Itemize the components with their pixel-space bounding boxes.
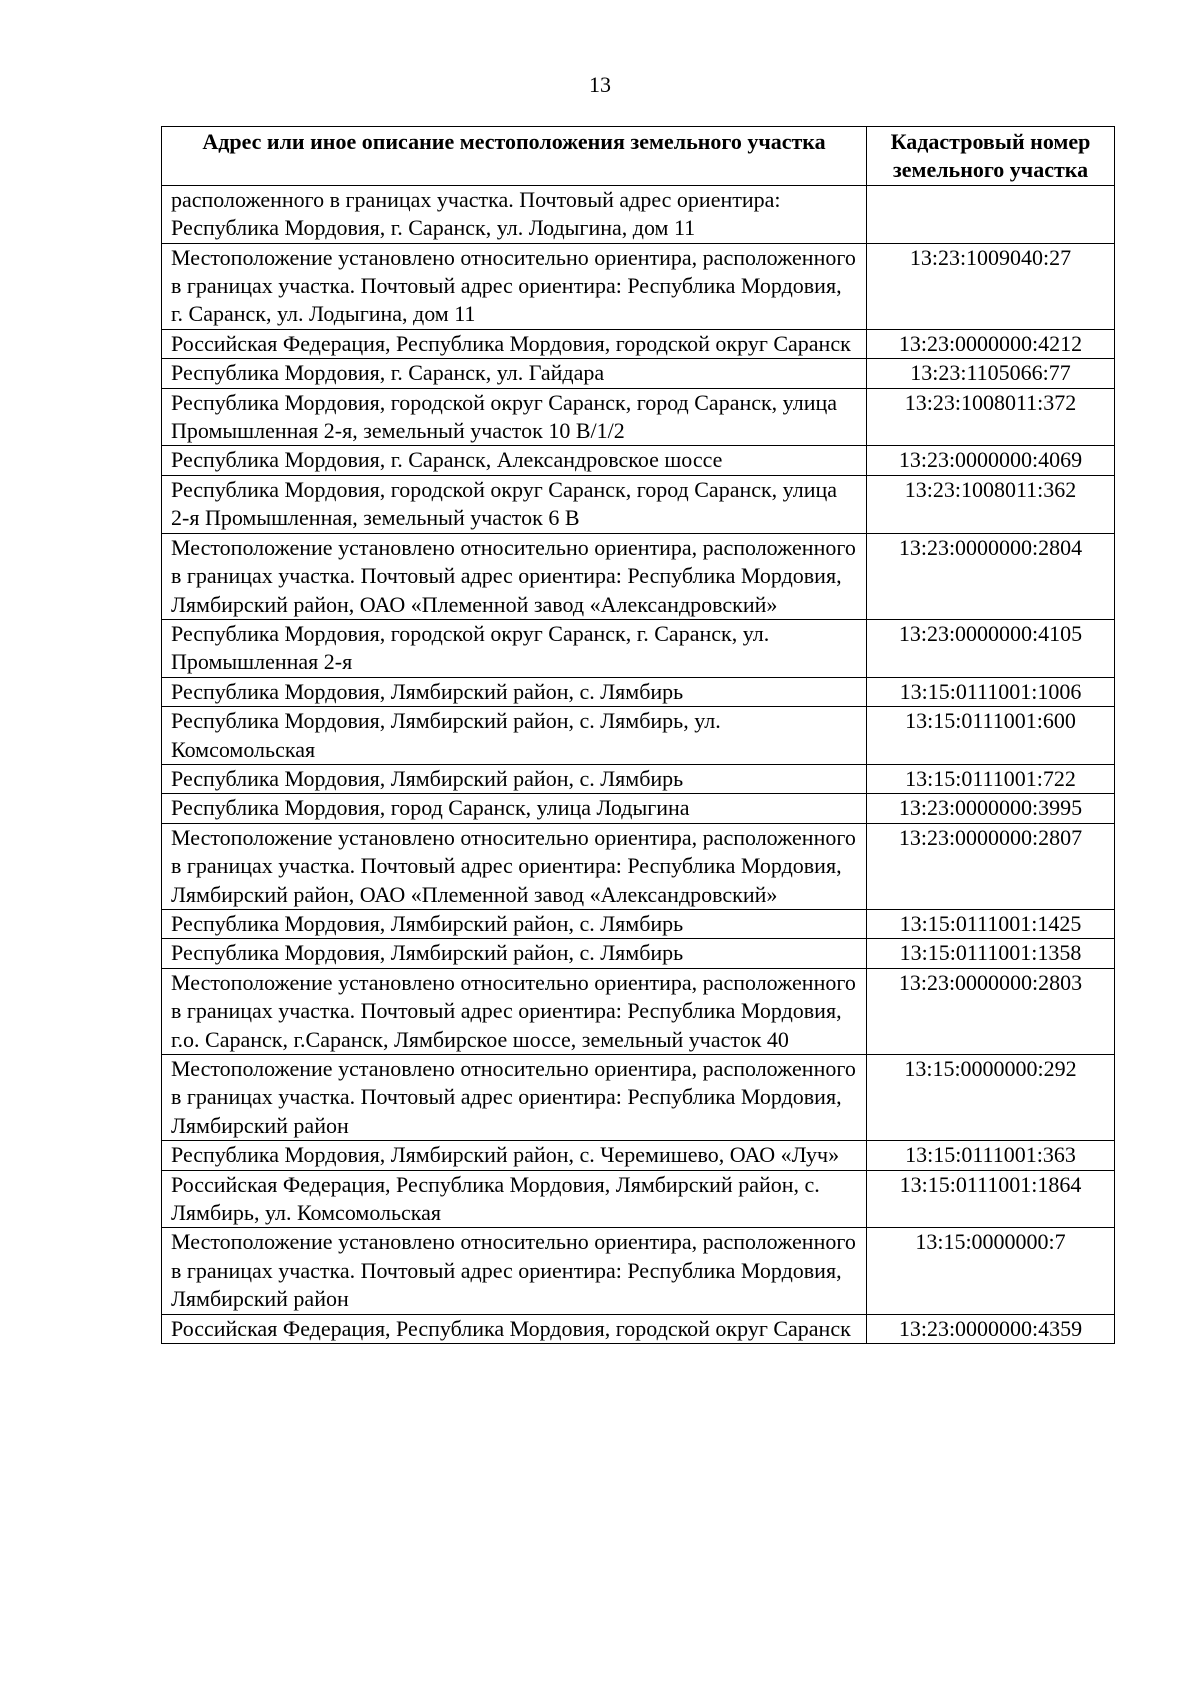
cadastral-number-cell: 13:15:0111001:600 <box>867 707 1115 765</box>
cadastral-number-cell: 13:15:0111001:1358 <box>867 939 1115 968</box>
cadastral-number-cell: 13:15:0111001:1425 <box>867 909 1115 938</box>
header-cadastral-number: Кадастровый номер земельного участка <box>867 127 1115 186</box>
cadastral-number-cell: 13:23:0000000:4212 <box>867 329 1115 358</box>
address-cell: Республика Мордовия, Лямбирский район, с. Лямбирь, ул. Комсомольская <box>162 707 867 765</box>
address-cell: Местоположение установлено относительно ориентира, расположенного в границах участка. Почтовый адрес ориентира: Республика Мордовия, Лямбирский район, ОАО «Племенной завод «Александровский» <box>162 823 867 909</box>
address-cell: Местоположение установлено относительно ориентира, расположенного в границах участка. Почтовый адрес ориентира: Республика Мордовия, Лямбирский район <box>162 1228 867 1314</box>
cadastral-number-cell: 13:23:1008011:362 <box>867 475 1115 533</box>
cadastral-number-cell <box>867 185 1115 243</box>
table-row <box>162 677 1115 706</box>
cadastral-number-cell: 13:23:0000000:3995 <box>867 794 1115 823</box>
cadastral-number-cell: 13:23:1008011:372 <box>867 388 1115 446</box>
table-row <box>162 388 1115 446</box>
cadastral-number-cell: 13:15:0111001:1006 <box>867 677 1115 706</box>
address-cell: Российская Федерация, Республика Мордовия, городской округ Саранск <box>162 329 867 358</box>
header-address: Адрес или иное описание местоположения земельного участка <box>162 127 867 186</box>
table-row <box>162 329 1115 358</box>
cadastral-number-cell: 13:23:0000000:2807 <box>867 823 1115 909</box>
address-cell: Республика Мордовия, г. Саранск, Александровское шоссе <box>162 446 867 475</box>
table-row <box>162 1228 1115 1314</box>
cadastral-number-cell: 13:15:0000000:7 <box>867 1228 1115 1314</box>
address-cell: Местоположение установлено относительно ориентира, расположенного в границах участка. Почтовый адрес ориентира: Республика Мордовия, Лямбирский район, ОАО «Племенной завод «Александровский» <box>162 533 867 619</box>
cadastral-number-cell: 13:23:0000000:4105 <box>867 619 1115 677</box>
table-row <box>162 939 1115 968</box>
table-row <box>162 446 1115 475</box>
table-row <box>162 475 1115 533</box>
table-row <box>162 243 1115 329</box>
table-body <box>162 185 1115 1343</box>
table-row <box>162 533 1115 619</box>
address-cell: Республика Мордовия, город Саранск, улица Лодыгина <box>162 794 867 823</box>
address-cell: Республика Мордовия, Лямбирский район, с. Лямбирь <box>162 939 867 968</box>
table-header-row <box>162 127 1115 186</box>
table-row <box>162 764 1115 793</box>
cadastral-number-cell: 13:15:0111001:363 <box>867 1141 1115 1170</box>
table-row <box>162 707 1115 765</box>
address-cell: Республика Мордовия, Лямбирский район, с. Лямбирь <box>162 909 867 938</box>
address-cell: Местоположение установлено относительно ориентира, расположенного в границах участка. Почтовый адрес ориентира: Республика Мордовия, г.о. Саранск, г.Саранск, Лямбирское шоссе, земельный участок 40 <box>162 968 867 1054</box>
table-row <box>162 619 1115 677</box>
address-cell: Республика Мордовия, городской округ Саранск, город Саранск, улица 2-я Промышленная, земельный участок 6 В <box>162 475 867 533</box>
land-plots-table <box>161 126 1115 1344</box>
address-cell: Республика Мордовия, Лямбирский район, с. Лямбирь <box>162 764 867 793</box>
cadastral-number-cell: 13:23:0000000:2803 <box>867 968 1115 1054</box>
table-row <box>162 359 1115 388</box>
cadastral-number-cell: 13:23:1105066:77 <box>867 359 1115 388</box>
table-row <box>162 1170 1115 1228</box>
table-row <box>162 909 1115 938</box>
cadastral-number-cell: 13:23:0000000:4359 <box>867 1314 1115 1343</box>
address-cell: Местоположение установлено относительно ориентира, расположенного в границах участка. Почтовый адрес ориентира: Республика Мордовия, г. Саранск, ул. Лодыгина, дом 11 <box>162 243 867 329</box>
address-cell: Местоположение установлено относительно ориентира, расположенного в границах участка. Почтовый адрес ориентира: Республика Мордовия, Лямбирский район <box>162 1055 867 1141</box>
address-cell: Республика Мордовия, городской округ Саранск, г. Саранск, ул. Промышленная 2-я <box>162 619 867 677</box>
address-cell: Российская Федерация, Республика Мордовия, Лямбирский район, с. Лямбирь, ул. Комсомольская <box>162 1170 867 1228</box>
address-cell: расположенного в границах участка. Почтовый адрес ориентира: Республика Мордовия, г. Саранск, ул. Лодыгина, дом 11 <box>162 185 867 243</box>
table-row <box>162 1314 1115 1343</box>
land-plots-table-container <box>161 126 1114 1344</box>
table-row <box>162 794 1115 823</box>
page-number: 13 <box>589 72 611 97</box>
table-row <box>162 1141 1115 1170</box>
address-cell: Республика Мордовия, Лямбирский район, с. Черемишево, ОАО «Луч» <box>162 1141 867 1170</box>
table-row <box>162 823 1115 909</box>
table-row <box>162 185 1115 243</box>
cadastral-number-cell: 13:23:0000000:2804 <box>867 533 1115 619</box>
table-row <box>162 1055 1115 1141</box>
address-cell: Республика Мордовия, городской округ Саранск, город Саранск, улица Промышленная 2-я, земельный участок 10 В/1/2 <box>162 388 867 446</box>
address-cell: Российская Федерация, Республика Мордовия, городской округ Саранск <box>162 1314 867 1343</box>
cadastral-number-cell: 13:23:0000000:4069 <box>867 446 1115 475</box>
address-cell: Республика Мордовия, Лямбирский район, с. Лямбирь <box>162 677 867 706</box>
address-cell: Республика Мордовия, г. Саранск, ул. Гайдара <box>162 359 867 388</box>
cadastral-number-cell: 13:15:0000000:292 <box>867 1055 1115 1141</box>
cadastral-number-cell: 13:15:0111001:1864 <box>867 1170 1115 1228</box>
table-row <box>162 968 1115 1054</box>
cadastral-number-cell: 13:15:0111001:722 <box>867 764 1115 793</box>
cadastral-number-cell: 13:23:1009040:27 <box>867 243 1115 329</box>
